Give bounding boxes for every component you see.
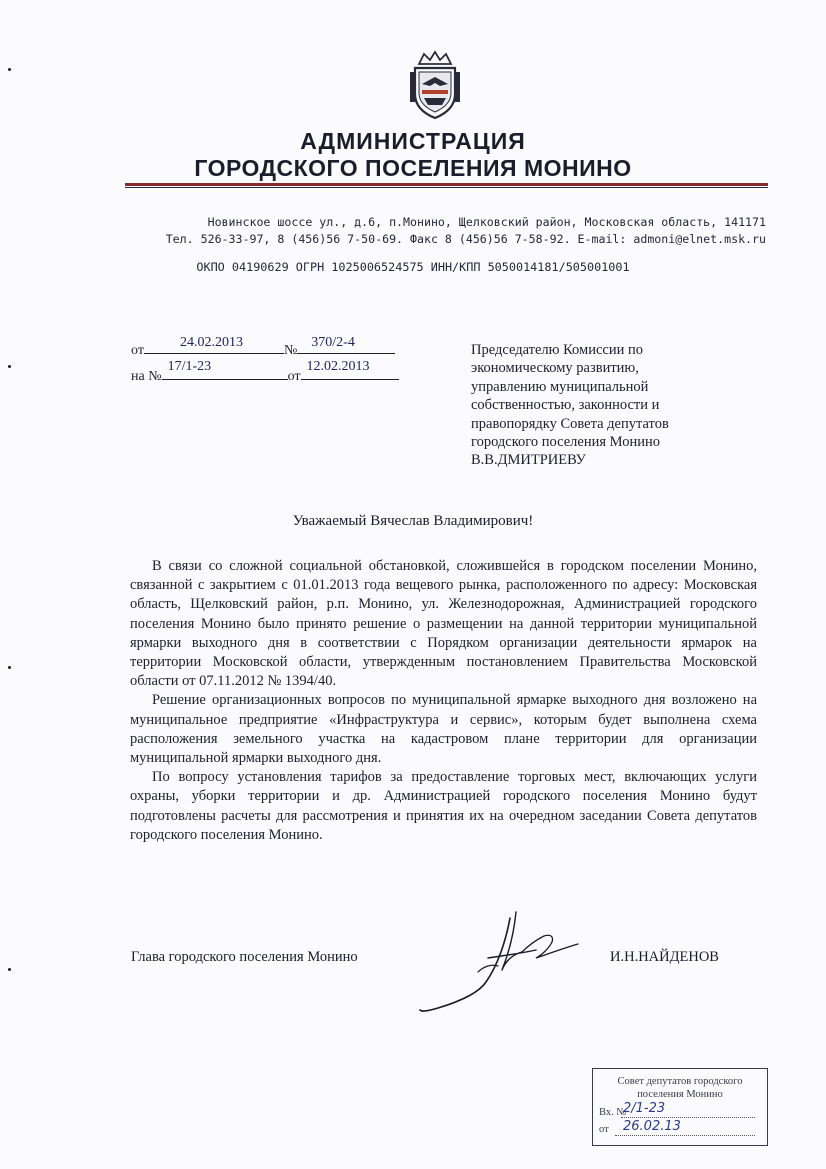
signatory-position: Глава городского поселения Монино: [131, 949, 358, 965]
body-paragraph: В связи со сложной социальной обстановкой, сложившейся в городском поселении Монино, связанной с закрытием с 01.01.2013 года вещевого рынка, расположенного по адресу: Московская область, Щелковский район, р.п. Монино, ул. Железнодорожная, Администрацией городского поселения Монино было принято решение о размещении на данной территории муниципальной ярмарки выходного дня в соответствии с Порядком организации деятельности ярмарок на территории Московской области, утвержденным постановлением Правительства Московской области от 07.11.2012 № 1394/40.: [130, 558, 757, 690]
stamp-in-label: Вх. №: [599, 1107, 627, 1118]
incoming-registration-stamp: [592, 1068, 768, 1146]
reply-label: на №: [131, 369, 162, 384]
outgoing-date: 24.02.2013: [179, 335, 243, 350]
contact-line: Тел. 526-33-97, 8 (456)56 7-50-69. Факс 8 (456)56 7-58-92. E-mail: admoni@elnet.msk.ru: [165, 232, 766, 246]
reply-registration: [131, 361, 399, 385]
stamp-org-line: Совет депутатов городского: [617, 1076, 743, 1087]
org-title-line1: АДМИНИСТРАЦИЯ: [300, 128, 526, 154]
handwritten-signature-icon: [418, 910, 608, 1015]
stamp-date-label: от: [599, 1124, 609, 1135]
header-divider-thin: [125, 187, 768, 188]
reply-date: 12.02.2013: [306, 359, 370, 374]
addressee-line: правопорядку Совета депутатов: [471, 415, 669, 432]
body-paragraph: По вопросу установления тарифов за предоставление торговых мест, включающих услуги охраны, уборки территории и др. Администрацией городского поселения Монино будут подготовлены расчеты для рассмотрения и принятия их на очередном заседании Совета депутатов городского поселения Монино.: [130, 769, 757, 843]
reply-number: 17/1-23: [167, 359, 212, 374]
reply-from-label: от: [287, 369, 301, 384]
header-divider: [125, 183, 768, 186]
margin-dot: [8, 666, 11, 669]
addressee-line: собственностью, законности и: [471, 397, 660, 414]
addressee-line: экономическому развитию,: [471, 360, 639, 377]
margin-dot: [8, 968, 11, 971]
stamp-org-line: поселения Монино: [637, 1089, 723, 1100]
addressee-name: В.В.ДМИТРИЕВУ: [471, 452, 586, 469]
margin-dot: [8, 365, 11, 368]
margin-dot: [8, 68, 11, 71]
stamp-date: 26.02.13: [623, 1119, 681, 1134]
outgoing-registration: [131, 335, 395, 359]
body-paragraph: Решение организационных вопросов по муниципальной ярмарке выходного дня возложено на муниципальное предприятие «Инфраструктура и сервис», которым будет выполнена схема расположения земельного участка на кадастровом плане территории для организации муниципальной ярмарки выходного дня.: [130, 692, 757, 767]
letter-body: [130, 557, 757, 845]
stamp-in-number: 2/1-23: [623, 1101, 666, 1116]
outgoing-number: 370/2-4: [311, 335, 355, 350]
org-title-line2: ГОРОДСКОГО ПОСЕЛЕНИЯ МОНИНО: [194, 155, 632, 181]
coat-of-arms-icon: [406, 50, 464, 120]
addressee-line: городского поселения Монино: [471, 434, 660, 451]
registry-codes: ОКПО 04190629 ОГРН 1025006524575 ИНН/КПП 5050014181/505001001: [196, 260, 630, 274]
number-label: №: [283, 343, 298, 358]
address-line: Новинское шоссе ул., д.6, п.Монино, Щелковский район, Московская область, 141171: [207, 215, 766, 229]
addressee-block: [471, 341, 771, 470]
addressee-line: управлению муниципальной: [471, 378, 649, 395]
from-label: от: [131, 343, 144, 358]
addressee-line: Председателю Комиссии по: [471, 342, 643, 358]
signatory-name: И.Н.НАЙДЕНОВ: [610, 949, 719, 965]
salutation: Уважаемый Вячеслав Владимирович!: [292, 513, 534, 529]
